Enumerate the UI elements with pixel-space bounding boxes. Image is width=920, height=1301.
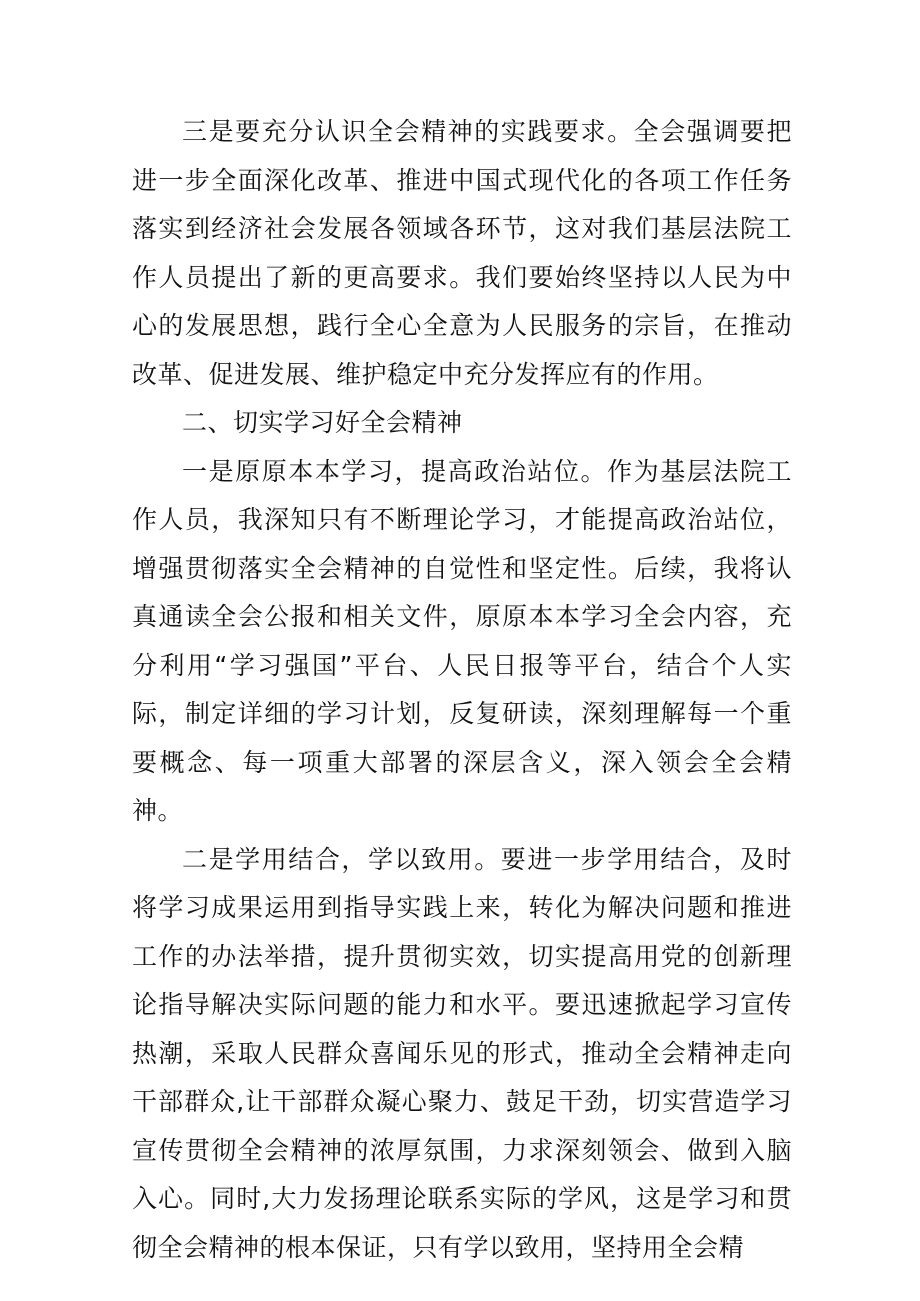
paragraph-practice-requirements: 三是要充分认识全会精神的实践要求。全会强调要把进一步全面深化改革、推进中国式现代化的各项工作任务落实到经济社会发展各领域各环节，这对我们基层法院工作人员提出了新的更高要求。我们要始终坚持以人民为中心的发展思想，践行全心全意为人民服务的宗旨，在推动改革、促进发展、维护稳定中充分发挥应有的作用。 [132,117,792,389]
paragraph-study-thoroughly: 一是原原本本学习，提高政治站位。作为基层法院工作人员，我深知只有不断理论学习，才能提高政治站位，增强贯彻落实全会精神的自觉性和坚定性。后续，我将认真通读全会公报和相关文件，原原本本学习全会内容，充分利用“学习强国”平台、人民日报等平台，结合个人实际，制定详细的学习计划，反复研读，深刻理解每一个重要概念、每一项重大部署的深层含义，深入领会全会精神。 [132,456,792,825]
document-body [132,108,792,1272]
paragraph-apply-learning: 二是学用结合，学以致用。要进一步学用结合，及时将学习成果运用到指导实践上来，转化为解决问题和推进工作的办法举措，提升贯彻实效，切实提高用党的创新理论指导解决实际问题的能力和水平。要迅速掀起学习宣传热潮，采取人民群众喜闻乐见的形式，推动全会精神走向干部群众,让干部群众凝心聚力、鼓足干劲，切实营造学习宣传贯彻全会精神的浓厚氛围，力求深刻领会、做到入脑入心。同时,大力发扬理论联系实际的学风，这是学习和贯彻全会精神的根本保证，只有学以致用，坚持用全会精 [132,844,792,1262]
section-heading: 二、切实学习好全会精神 [182,408,463,437]
